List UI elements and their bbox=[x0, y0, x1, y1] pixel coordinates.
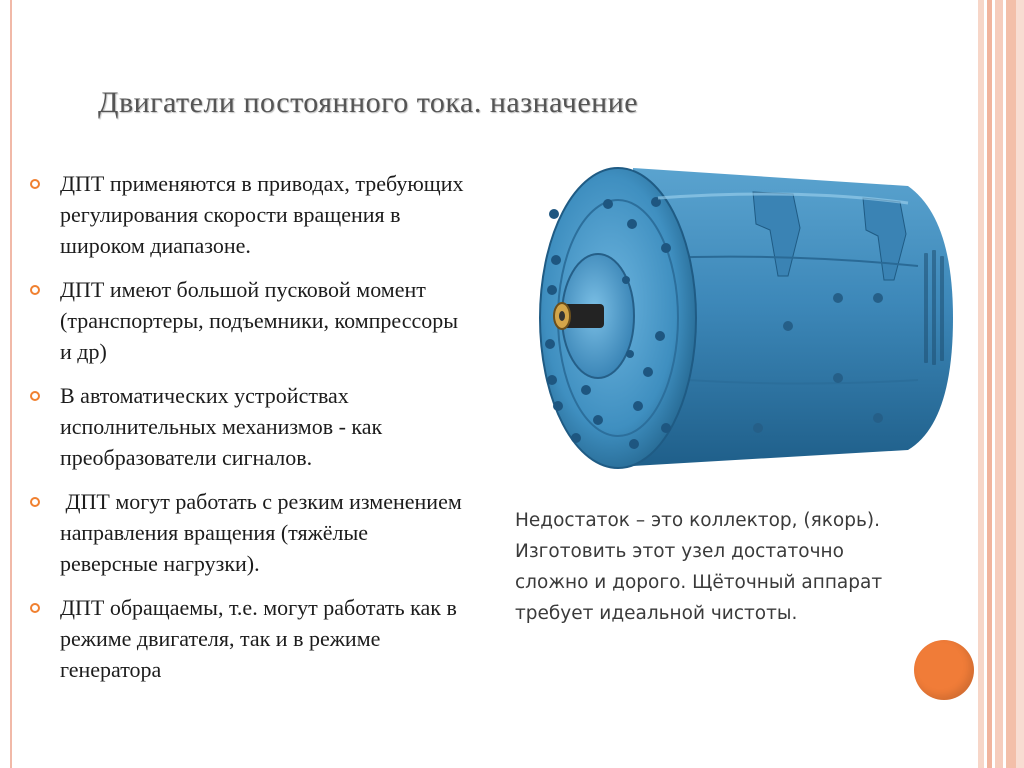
ring-bullet-icon bbox=[30, 179, 40, 189]
right-decorative-stripes bbox=[978, 0, 1024, 768]
bullet-item bbox=[30, 380, 470, 473]
bullet-text: ДПТ применяются в приводах, требующих регулирования скорости вращения в широком диапазоне. bbox=[60, 171, 464, 258]
note-line: Изготовить этот узел достаточно bbox=[515, 541, 844, 562]
bullet-text: ДПТ обращаемы, т.е. могут работать как в режиме двигателя, так и в режиме генератора bbox=[60, 595, 457, 682]
ring-bullet-icon bbox=[30, 497, 40, 507]
bullet-item bbox=[30, 168, 470, 261]
bullet-list bbox=[30, 168, 470, 698]
left-border-line bbox=[10, 0, 12, 768]
note-line: сложно и дорого. Щёточный аппарат bbox=[515, 572, 883, 593]
ring-bullet-icon bbox=[30, 603, 40, 613]
bullet-text: ДПТ могут работать с резким изменением направления вращения (тяжёлые реверсные нагрузки). bbox=[60, 489, 468, 576]
note-line: требует идеальной чистоты. bbox=[515, 603, 798, 624]
ring-bullet-icon bbox=[30, 285, 40, 295]
ring-bullet-icon bbox=[30, 391, 40, 401]
dc-motor-image bbox=[538, 158, 958, 476]
bullet-item bbox=[30, 274, 470, 367]
disadvantage-note bbox=[515, 505, 935, 629]
bullet-item bbox=[30, 592, 470, 685]
note-line: Недостаток – это коллектор, (якорь). bbox=[515, 510, 880, 531]
bullet-text: ДПТ имеют большой пусковой момент (транспортеры, подъемники, компрессоры и др) bbox=[60, 277, 459, 364]
slide-title: Двигатели постоянного тока. назначение bbox=[98, 86, 639, 119]
bullet-text: В автоматических устройствах исполнительных механизмов - как преобразователи сигналов. bbox=[60, 383, 383, 470]
orange-circle-icon bbox=[914, 640, 974, 700]
bullet-item bbox=[30, 486, 470, 579]
